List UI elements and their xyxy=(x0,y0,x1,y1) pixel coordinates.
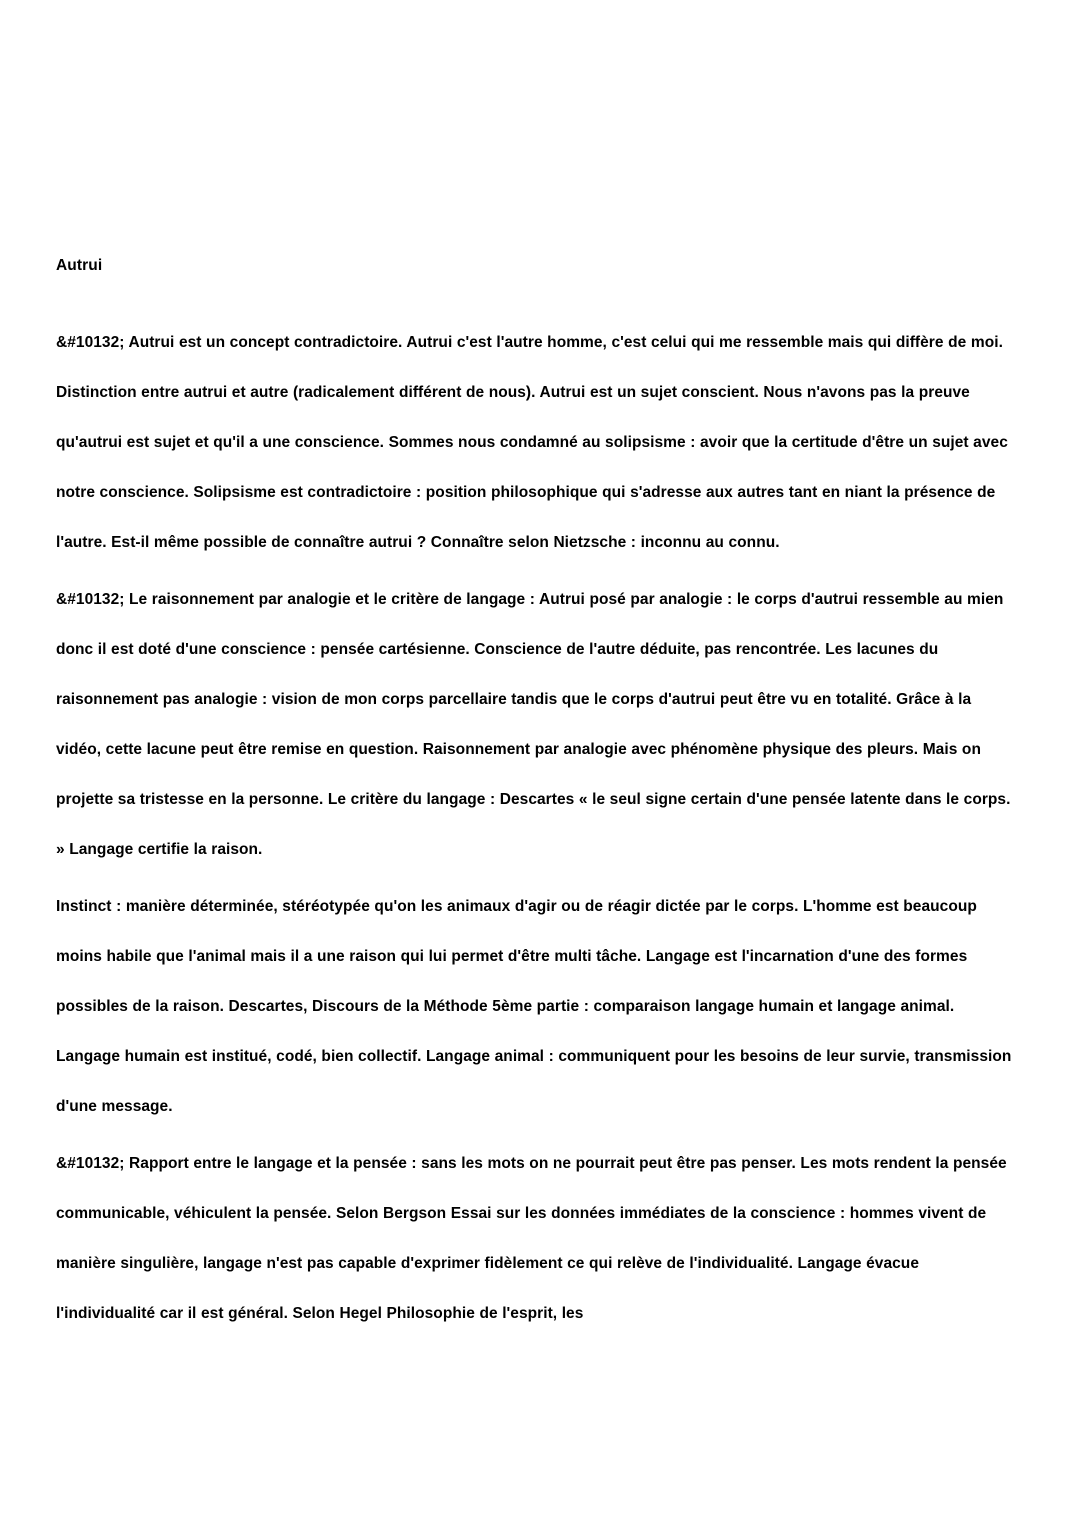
paragraph-spacer xyxy=(56,1132,1018,1139)
document-body xyxy=(0,258,1075,1339)
paragraph-instinct-langage: Instinct : manière déterminée, stéréotypée qu'on les animaux d'agir ou de réagir dictée par le corps. L'homme est beaucoup moins habile que l'animal mais il a une raison qui lui permet d'être multi tâche. Langage est l'incarnation d'une des formes possibles de la raison. Descartes, Discours de la Méthode 5ème partie : comparaison langage humain et langage animal. Langage humain est institué, codé, bien collectif. Langage animal : communiquent pour les besoins de leur survie, transmission d'une message. xyxy=(56,897,1012,1115)
page-top-margin xyxy=(0,0,1075,258)
title-spacer xyxy=(56,274,1018,318)
paragraph-raisonnement-analogie: &#10132; Le raisonnement par analogie et le critère de langage : Autrui posé par analogie : le corps d'autrui ressemble au mien donc il est doté d'une conscience : pensée cartésienne. Conscience de l'autre déduite, pas rencontrée. Les lacunes du raisonnement pas analogie : vision de mon corps parcellaire tandis que le corps d'autrui peut être vu en totalité. Grâce à la vidéo, cette lacune peut être remise en question. Raisonnement par analogie avec phénomène physique des pleurs. Mais on projette sa tristesse en la personne. Le critère du langage : Descartes « le seul signe certain d'une pensée latente dans le corps. » Langage certifie la raison. xyxy=(56,590,1011,858)
paragraph-rapport-langage-pensee: &#10132; Rapport entre le langage et la pensée : sans les mots on ne pourrait peut être pas penser. Les mots rendent la pensée communicable, véhiculent la pensée. Selon Bergson Essai sur les données immédiates de la conscience : hommes vivent de manière singulière, langage n'est pas capable d'exprimer fidèlement ce qui relève de l'individualité. Langage évacue l'individualité car il est général. Selon Hegel Philosophie de l'esprit, les xyxy=(56,1154,1007,1322)
paragraph-spacer xyxy=(56,568,1018,575)
page-title: Autrui xyxy=(56,257,103,274)
paragraph-autrui-concept: &#10132; Autrui est un concept contradictoire. Autrui c'est l'autre homme, c'est celui qui me ressemble mais qui diffère de moi. Distinction entre autrui et autre (radicalement différent de nous). Autrui est un sujet conscient. Nous n'avons pas la preuve qu'autrui est sujet et qu'il a une conscience. Sommes nous condamné au solipsisme : avoir que la certitude d'être un sujet avec notre conscience. Solipsisme est contradictoire : position philosophique qui s'adresse aux autres tant en niant la présence de l'autre. Est-il même possible de connaître autrui ? Connaître selon Nietzsche : inconnu au connu. xyxy=(56,333,1008,551)
paragraph-spacer xyxy=(56,875,1018,882)
